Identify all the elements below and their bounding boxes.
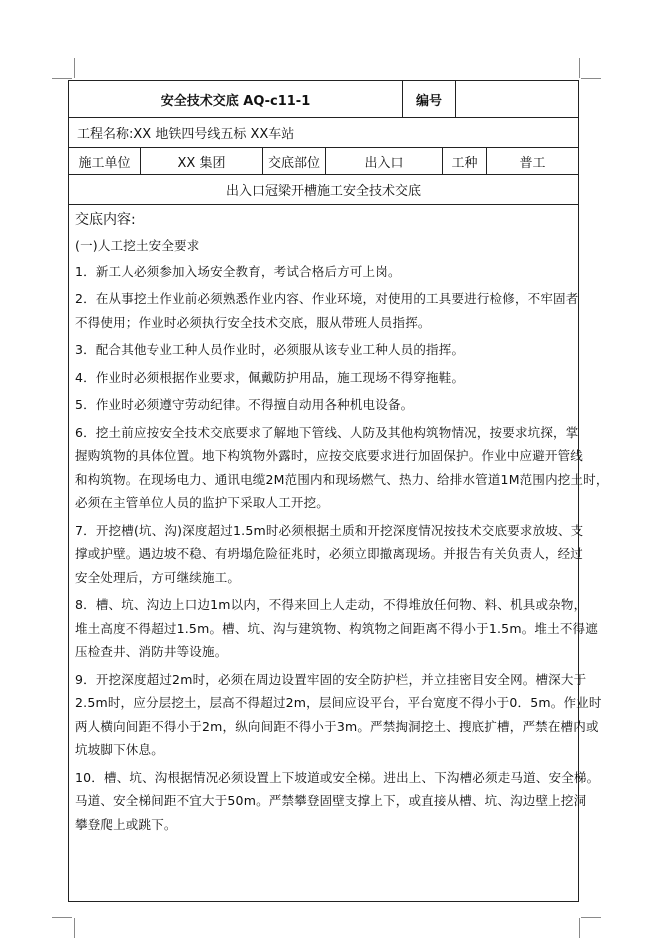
content-line: 坑坡脚下休息。 [75, 742, 164, 757]
content-line: 攀登爬上或跳下。 [75, 816, 177, 832]
content-line: 压检查井、消防井等设施。 [75, 644, 228, 659]
content-line: 10．槽、坑、沟根据情况必须设置上下坡道或安全梯。进出上、下沟槽必须走马道、安全梯。 [75, 769, 600, 785]
title-row [69, 81, 578, 118]
document-title: 安全技术交底 AQ-c11-1 [160, 93, 311, 109]
content-line: 7．开挖槽(坑、沟)深度超过1.5m时必须根据土质和开挖深度情况按技术交底要求放坡、支 [75, 522, 584, 538]
content-line: 6．挖土前应按安全技术交底要求了解地下管线、人防及其他构筑物情况，按要求坑探，掌 [75, 424, 579, 440]
trade-label: 工种 [451, 155, 478, 171]
subject-row [69, 175, 578, 205]
content-line: 撑或护壁。遇边坡不稳、有坍塌危险征兆时，必须立即撤离现场。并报告有关负责人，经过 [75, 546, 584, 561]
crop-mark [581, 78, 601, 79]
content-label: 交底内容: [75, 212, 136, 228]
number-value [456, 81, 578, 117]
content-line: 两人横向间距不得小于2m，纵向间距不得小于3m。严禁掏洞挖土、搜底扩槽，严禁在槽内或 [75, 718, 599, 734]
section-title: (一)人工挖土安全要求 [75, 238, 200, 253]
crop-mark [581, 917, 601, 918]
project-value: XX 地铁四号线五标 XX车站 [133, 127, 295, 142]
crop-mark [579, 918, 580, 938]
number-label: 编号 [415, 93, 442, 109]
content-line: 3．配合其他专业工种人员作业时，必须服从该专业工种人员的指挥。 [75, 342, 465, 357]
unit-value: XX 集团 [177, 155, 226, 171]
crop-mark [579, 58, 580, 78]
content-line: 8．槽、坑、沟边上口边1m以内，不得来回上人走动，不得堆放任何物、料、机具或杂物， [75, 597, 587, 612]
content-line: 2．在从事挖土作业前必须熟悉作业内容、作业环境，对使用的工具要进行检修，不牢固者 [75, 291, 579, 306]
crop-mark [52, 78, 72, 79]
crop-mark [74, 58, 75, 78]
safety-disclosure-table [68, 80, 609, 902]
content-line: 1．新工人必须参加入场安全教育，考试合格后方可上岗。 [75, 263, 401, 279]
disclosure-subject: 出入口冠梁开槽施工安全技术交底 [225, 184, 421, 199]
unit-label: 施工单位 [78, 155, 131, 171]
content-line: 5．作业时必须遵守劳动纪律。不得擅自动用各种机电设备。 [75, 397, 414, 412]
dept-label: 交底部位 [267, 155, 320, 171]
content-line: 不得使用；作业时必须执行安全技术交底，服从带班人员指挥。 [75, 314, 431, 330]
content-line: 必须在主管单位人员的监护下采取人工开挖。 [75, 495, 330, 510]
trade-value: 普工 [519, 155, 546, 171]
content-line: 和构筑物。在现场电力、通讯电缆2M范围内和现场燃气、热力、给排水管道1M范围内挖土时， [75, 471, 609, 487]
content-line: 安全处理后，方可继续施工。 [75, 569, 241, 585]
disclosure-content [69, 205, 609, 901]
content-line: 4．作业时必须根据作业要求，佩戴防护用品，施工现场不得穿拖鞋。 [75, 369, 465, 385]
dept-value: 出入口 [364, 155, 404, 171]
content-line: 马道、安全梯间距不宜大于50m。严禁攀登固壁支撑上下，或直接从槽、坑、沟边壁上挖洞 [75, 793, 587, 808]
project-row [69, 118, 578, 148]
project-label: 工程名称: [77, 127, 134, 142]
content-lines [75, 260, 609, 837]
content-line: 堆土高度不得超过1.5m。槽、坑、沟与建筑物、构筑物之间距离不得小于1.5m。堆土不得遮 [75, 620, 598, 636]
crop-mark [74, 918, 75, 938]
content-line: 9．开挖深度超过2m时，必须在周边设置牢固的安全防护栏，并立挂密目安全网。槽深大于 [75, 671, 587, 687]
content-line: 2.5m时，应分层挖土，层高不得超过2m，层间应设平台，平台宽度不得小于0．5m。作业时 [75, 695, 602, 710]
crop-mark [52, 917, 72, 918]
info-row [69, 148, 578, 175]
content-line: 握购筑物的具体位置。地下构筑物外露时，应按交底要求进行加固保护。作业中应避开管线 [75, 448, 584, 463]
project-field [77, 118, 578, 147]
